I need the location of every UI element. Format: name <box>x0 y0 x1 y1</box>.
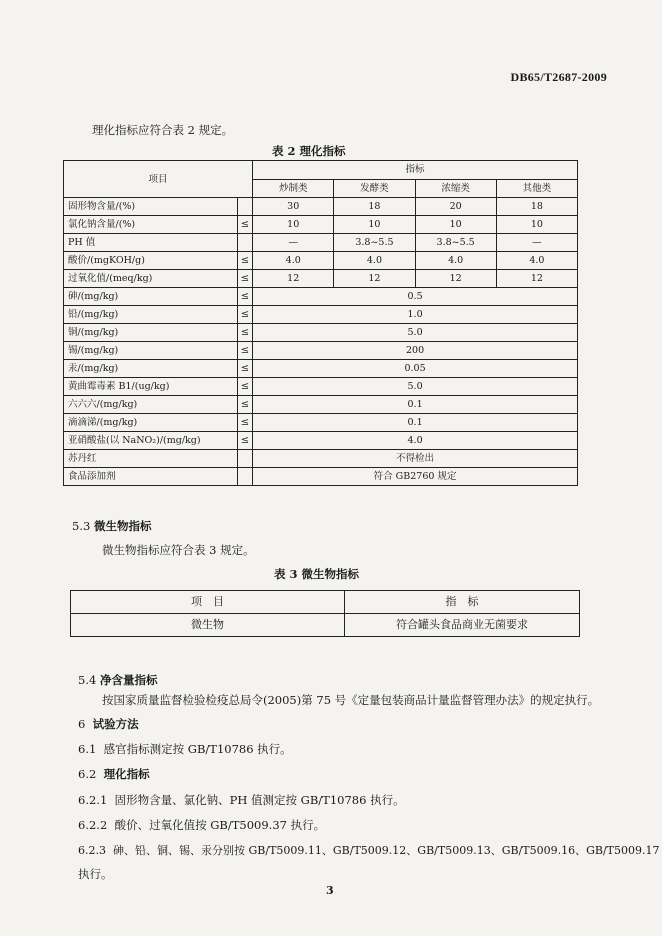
table2-cell: — <box>253 234 334 252</box>
table2-merged-cell: 4.0 <box>253 432 578 450</box>
section-title: 微生物指标 <box>93 519 152 533</box>
section-text: 感官指标测定按 GB/T10786 执行。 <box>103 742 292 756</box>
table2-cell: 12 <box>415 270 496 288</box>
section-number: 6 <box>78 717 86 731</box>
section-title: 净含量指标 <box>99 673 158 687</box>
section-text: 酸价、过氧化值按 GB/T5009.37 执行。 <box>114 818 326 832</box>
table2-merged-cell: 1.0 <box>253 306 578 324</box>
section-6-heading <box>78 716 139 732</box>
table2-row-name: 亚硝酸盐(以 NaNO₂)/(mg/kg) <box>64 432 238 450</box>
table2-row-operator: ≤ <box>237 378 252 396</box>
section-6-1 <box>78 741 292 757</box>
section-text: 砷、铅、铜、锡、汞分别按 GB/T5009.11、GB/T5009.12、GB/T5009.13、GB/T5009.16、GB/T5009.17 <box>113 844 660 857</box>
section-5-3-heading <box>72 518 151 534</box>
table2-row-name: 黄曲霉毒素 B1/(ug/kg) <box>64 378 238 396</box>
table2-subcol: 其他类 <box>496 179 577 198</box>
section-5-4-heading <box>78 672 157 688</box>
section-number: 6.2.2 <box>78 818 108 832</box>
table2-merged-cell: 0.5 <box>253 288 578 306</box>
section-text: 固形物含量、氯化钠、PH 值测定按 GB/T10786 执行。 <box>114 793 405 807</box>
section-6-2-3-continued: 执行。 <box>78 867 113 881</box>
section-6-2-1 <box>78 792 405 808</box>
table2-row <box>64 342 578 360</box>
table3-col-item: 项 目 <box>71 591 345 614</box>
table2-row-name: 锡/(mg/kg) <box>64 342 238 360</box>
section-number: 6.2.1 <box>78 793 108 807</box>
table2-merged-cell: 0.1 <box>253 396 578 414</box>
table2-row <box>64 306 578 324</box>
table2-row <box>64 198 578 216</box>
table2-row-operator <box>237 234 252 252</box>
table2-row-name: 六六六/(mg/kg) <box>64 396 238 414</box>
table2-row <box>64 468 578 486</box>
table2-header-row <box>64 161 578 180</box>
table2-cell: 12 <box>496 270 577 288</box>
table2-row-name: 酸价/(mgKOH/g) <box>64 252 238 270</box>
document-code: DB65/T2687-2009 <box>510 70 607 84</box>
table2-row <box>64 288 578 306</box>
table2-row-operator: ≤ <box>237 324 252 342</box>
table2-merged-cell: 符合 GB2760 规定 <box>253 468 578 486</box>
table3-row-name: 微生物 <box>71 614 345 637</box>
page-number: 3 <box>326 884 334 897</box>
table2-merged-cell: 不得检出 <box>253 450 578 468</box>
table2-row-operator: ≤ <box>237 342 252 360</box>
table3-col-indicator: 指 标 <box>345 591 580 614</box>
table2-row-name: 铜/(mg/kg) <box>64 324 238 342</box>
section-number: 6.2 <box>78 767 97 781</box>
table2-row-operator: ≤ <box>237 306 252 324</box>
table2-cell: 20 <box>415 198 496 216</box>
table3 <box>70 590 580 637</box>
table2-row <box>64 414 578 432</box>
table2-cell: 3.8~5.5 <box>334 234 415 252</box>
table2-cell: 4.0 <box>496 252 577 270</box>
table2-row <box>64 216 578 234</box>
section-number: 5.3 <box>72 519 91 533</box>
table2-caption: 表 2 理化指标 <box>272 144 346 158</box>
table2-cell: — <box>496 234 577 252</box>
table2-cell: 18 <box>334 198 415 216</box>
table2-row-name: 食品添加剂 <box>64 468 238 486</box>
table2-row-name: 汞/(mg/kg) <box>64 360 238 378</box>
table2-cell: 30 <box>253 198 334 216</box>
table2-row-operator <box>237 450 252 468</box>
table2-cell: 4.0 <box>415 252 496 270</box>
section-5-3-text: 微生物指标应符合表 3 规定。 <box>102 543 255 557</box>
table2-cell: 4.0 <box>253 252 334 270</box>
table2-row-name: 滴滴涕/(mg/kg) <box>64 414 238 432</box>
table2-merged-cell: 200 <box>253 342 578 360</box>
table2-merged-cell: 0.05 <box>253 360 578 378</box>
table2-row-name: 过氧化值/(meq/kg) <box>64 270 238 288</box>
table3-row-value: 符合罐头食品商业无菌要求 <box>345 614 580 637</box>
table2-cell: 12 <box>253 270 334 288</box>
table2-cell: 10 <box>334 216 415 234</box>
section-title: 理化指标 <box>103 767 150 781</box>
section-6-2-heading <box>78 766 150 782</box>
table3-header-row <box>71 591 580 614</box>
table2-subcol: 发酵类 <box>334 179 415 198</box>
intro-text: 理化指标应符合表 2 规定。 <box>92 123 234 137</box>
table2-row-operator: ≤ <box>237 216 252 234</box>
table2-col-item: 项目 <box>64 161 253 198</box>
table2-merged-cell: 0.1 <box>253 414 578 432</box>
table2-row <box>64 360 578 378</box>
table2-cell: 3.8~5.5 <box>415 234 496 252</box>
table2-row-name: 苏丹红 <box>64 450 238 468</box>
section-6-2-3 <box>78 842 660 858</box>
table2-subcol: 炒制类 <box>253 179 334 198</box>
table2-row-operator: ≤ <box>237 396 252 414</box>
section-title: 试验方法 <box>92 717 139 731</box>
table2-cell: 10 <box>253 216 334 234</box>
table2-row-operator: ≤ <box>237 288 252 306</box>
table2-subcol: 浓缩类 <box>415 179 496 198</box>
section-number: 6.1 <box>78 742 97 756</box>
table2-row-operator <box>237 198 252 216</box>
table2-row-operator: ≤ <box>237 252 252 270</box>
table2-cell: 10 <box>496 216 577 234</box>
section-number: 5.4 <box>78 673 97 687</box>
table2-row-name: PH 值 <box>64 234 238 252</box>
table2-row-operator: ≤ <box>237 270 252 288</box>
table2-cell: 12 <box>334 270 415 288</box>
table2-row-name: 铅/(mg/kg) <box>64 306 238 324</box>
table2-cell: 18 <box>496 198 577 216</box>
section-6-2-2 <box>78 817 325 833</box>
table2-row <box>64 450 578 468</box>
table2-row <box>64 432 578 450</box>
table2-row <box>64 378 578 396</box>
table2 <box>63 160 578 486</box>
section-number: 6.2.3 <box>78 844 106 857</box>
table2-row <box>64 324 578 342</box>
table2-row <box>64 234 578 252</box>
table2-row-name: 砷/(mg/kg) <box>64 288 238 306</box>
table2-row-operator <box>237 468 252 486</box>
table2-merged-cell: 5.0 <box>253 378 578 396</box>
section-5-4-text: 按国家质量监督检验检疫总局令(2005)第 75 号《定量包装商品计量监督管理办法》的规定执行。 <box>102 693 600 707</box>
table2-row-operator: ≤ <box>237 414 252 432</box>
table2-cell: 10 <box>415 216 496 234</box>
table2-row-name: 氯化钠含量/(%) <box>64 216 238 234</box>
table2-row-name: 固形物含量/(%) <box>64 198 238 216</box>
table2-col-indicator: 指标 <box>253 161 578 180</box>
table2-merged-cell: 5.0 <box>253 324 578 342</box>
table2-cell: 4.0 <box>334 252 415 270</box>
table3-row <box>71 614 580 637</box>
table2-row <box>64 270 578 288</box>
table2-row-operator: ≤ <box>237 432 252 450</box>
table3-caption: 表 3 微生物指标 <box>274 567 360 581</box>
table2-row <box>64 396 578 414</box>
table2-row-operator: ≤ <box>237 360 252 378</box>
table2-row <box>64 252 578 270</box>
